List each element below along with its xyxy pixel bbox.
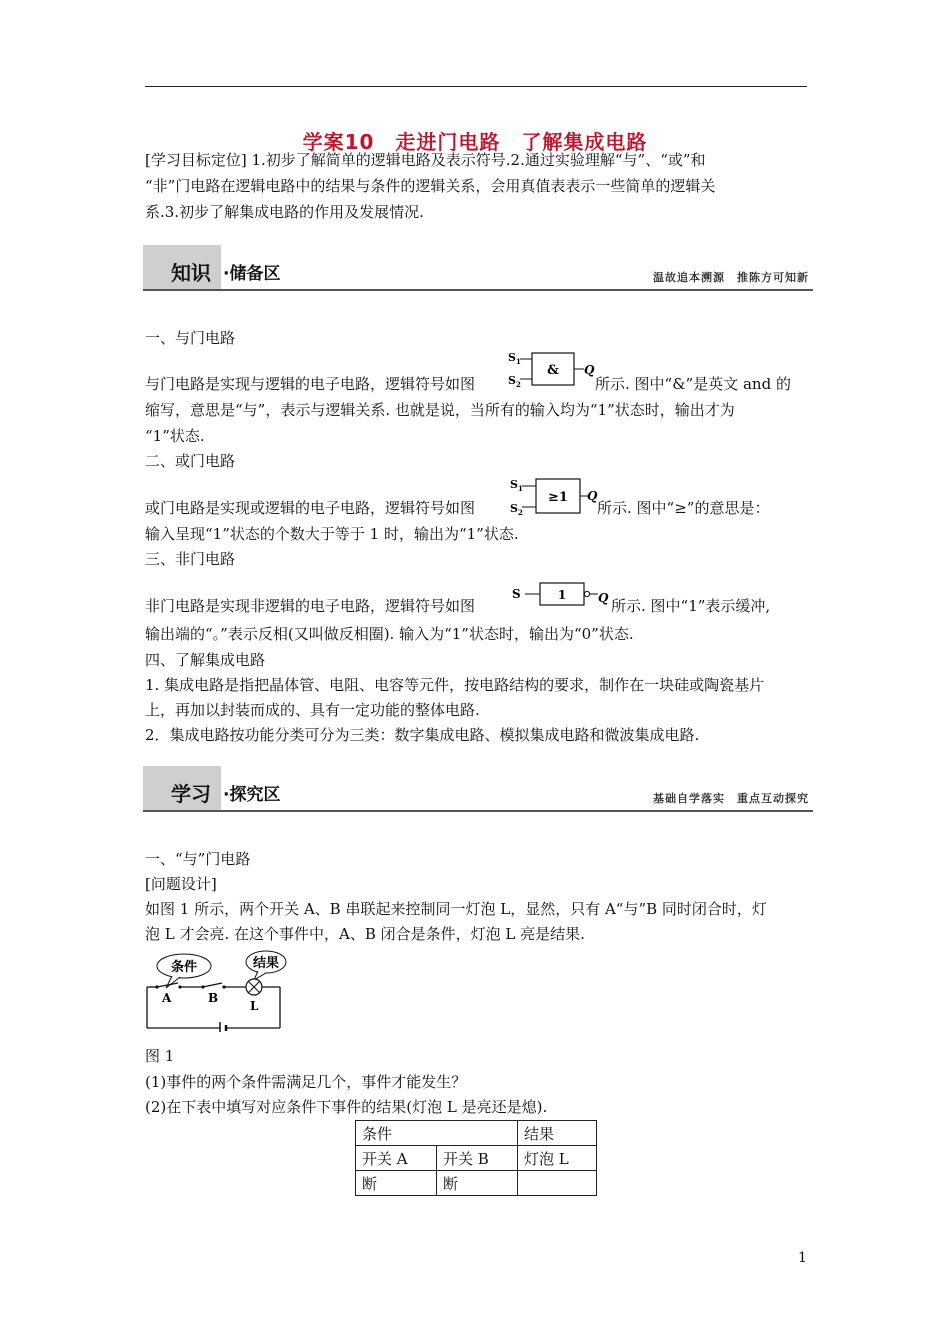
and-gate-symbol [506,350,598,390]
goals-line-3: 系.3.初步了解集成电路的作用及发展情况. [145,203,424,221]
truth-table [355,1120,597,1196]
gate-input-s1: $S_1$ [510,478,523,493]
or-gate-label: ≥1 [548,490,568,505]
not-gate-label: 1 [557,588,567,602]
gate-output-q: Q [584,363,595,377]
not-gate-line-2: 输出端的“。”表示反相(又叫做反相圈). 输入为“1”状态时，输出为“0”状态. [145,625,634,643]
explore-para-2: 泡 L 才会亮. 在这个事件中，A、B 闭合是条件，灯泡 L 亮是结果. [145,925,585,943]
banner-rule [143,810,813,812]
problem-design-label: [问题设计] [145,875,217,893]
page-title: 学案10 走进门电路 了解集成电路 [302,130,648,154]
figure-caption: 图 1 [145,1047,175,1065]
table-header-row [356,1121,597,1146]
table-cell-editable[interactable] [518,1171,597,1196]
heading-or-gate: 二、或门电路 [145,452,236,470]
or-gate-line-1-post: 所示. 图中“≥”的意思是： [597,499,770,517]
heading-integrated-circuit: 四、了解集成电路 [145,651,266,669]
goals-line-2: “非”门电路在逻辑电路中的结果与条件的逻辑关系，会用真值表表示一些简单的逻辑关 [145,177,716,195]
heading-and-gate-explore: 一、“与”门电路 [145,850,251,868]
bubble-result: 结果 [252,956,280,971]
banner-slogan: 温故追本溯源 推陈方可知新 [653,271,809,284]
goals-line-1: [学习目标定位] 1.初步了解简单的逻辑电路及表示符号.2.通过实验理解“与”、“或”和 [145,151,706,169]
and-gate-line-3: “1”状态. [145,427,205,445]
explore-para-1: 如图 1 所示，两个开关 A、B 串联起来控制同一灯泡 L，显然，只有 A“与”B 同时闭合时，灯 [145,900,767,918]
table-cell: 开关 B [437,1146,518,1171]
table-subheader-row [356,1146,597,1171]
banner-rule [143,289,813,291]
ic-para-1a: 1. 集成电路是指把晶体管、电阻、电容等元件，按电路结构的要求，制作在一块硅或陶瓷基片 [145,676,765,694]
question-1: (1)事件的两个条件需满足几个，事件才能发生？ [145,1073,467,1091]
section-banner-study [143,766,813,812]
bubble-condition: 条件 [170,960,198,975]
table-header-condition: 条件 [356,1121,518,1146]
lamp-label: L [250,999,259,1013]
banner-title: 学习 [171,782,211,806]
gate-output-q: Q [587,489,598,503]
top-rule [145,86,807,87]
and-gate-line-1-post: 所示. 图中“&”是英文 and 的 [595,375,791,393]
page-number: 1 [798,1250,807,1266]
switch-b-label: B [208,991,219,1005]
table-cell: 开关 A [356,1146,437,1171]
table-cell: 断 [437,1171,518,1196]
circuit-figure [142,946,290,1032]
banner-title: 知识 [171,261,211,285]
ic-para-1b: 上，再加以封装而成的、具有一定功能的整体电路. [145,701,480,719]
heading-and-gate: 一、与门电路 [145,329,236,347]
ic-para-2: 2．集成电路按功能分类可分为三类：数字集成电路、模拟集成电路和微波集成电路. [145,726,700,744]
gate-input-s: S [512,587,521,601]
not-gate-line-1-post: 所示. 图中“1”表示缓冲, [611,597,771,615]
gate-input-s1: $S_1$ [508,351,521,366]
table-cell: 灯泡 L [518,1146,597,1171]
table-header-result: 结果 [518,1121,597,1146]
or-gate-line-2: 输入呈现“1”状态的个数大于等于 1 时，输出为“1”状态. [145,525,519,543]
heading-not-gate: 三、非门电路 [145,550,236,568]
table-row [356,1171,597,1196]
gate-input-s2: $S_2$ [508,374,521,389]
or-gate-line-1-pre: 或门电路是实现或逻辑的电子电路，逻辑符号如图 [145,499,476,517]
banner-subtitle: ·储备区 [223,264,281,284]
switch-a-label: A [162,991,172,1005]
banner-slogan: 基础自学落实 重点互动探究 [653,792,809,805]
gate-input-s2: $S_2$ [510,502,523,516]
question-2: (2)在下表中填写对应条件下事件的结果(灯泡 L 是亮还是熄). [145,1098,548,1116]
banner-subtitle: ·探究区 [223,785,281,805]
and-gate-line-1-pre: 与门电路是实现与逻辑的电子电路，逻辑符号如图 [145,375,476,393]
and-gate-label: & [547,363,559,378]
not-gate-symbol [508,580,612,610]
and-gate-line-2: 缩写，意思是“与”，表示与逻辑关系. 也就是说，当所有的输入均为“1”状态时，输出才为 [145,401,735,419]
gate-output-q: Q [598,591,609,605]
section-banner-knowledge [143,245,813,291]
or-gate-symbol [508,474,600,516]
table-cell: 断 [356,1171,437,1196]
not-gate-line-1-pre: 非门电路是实现非逻辑的电子电路，逻辑符号如图 [145,597,476,615]
